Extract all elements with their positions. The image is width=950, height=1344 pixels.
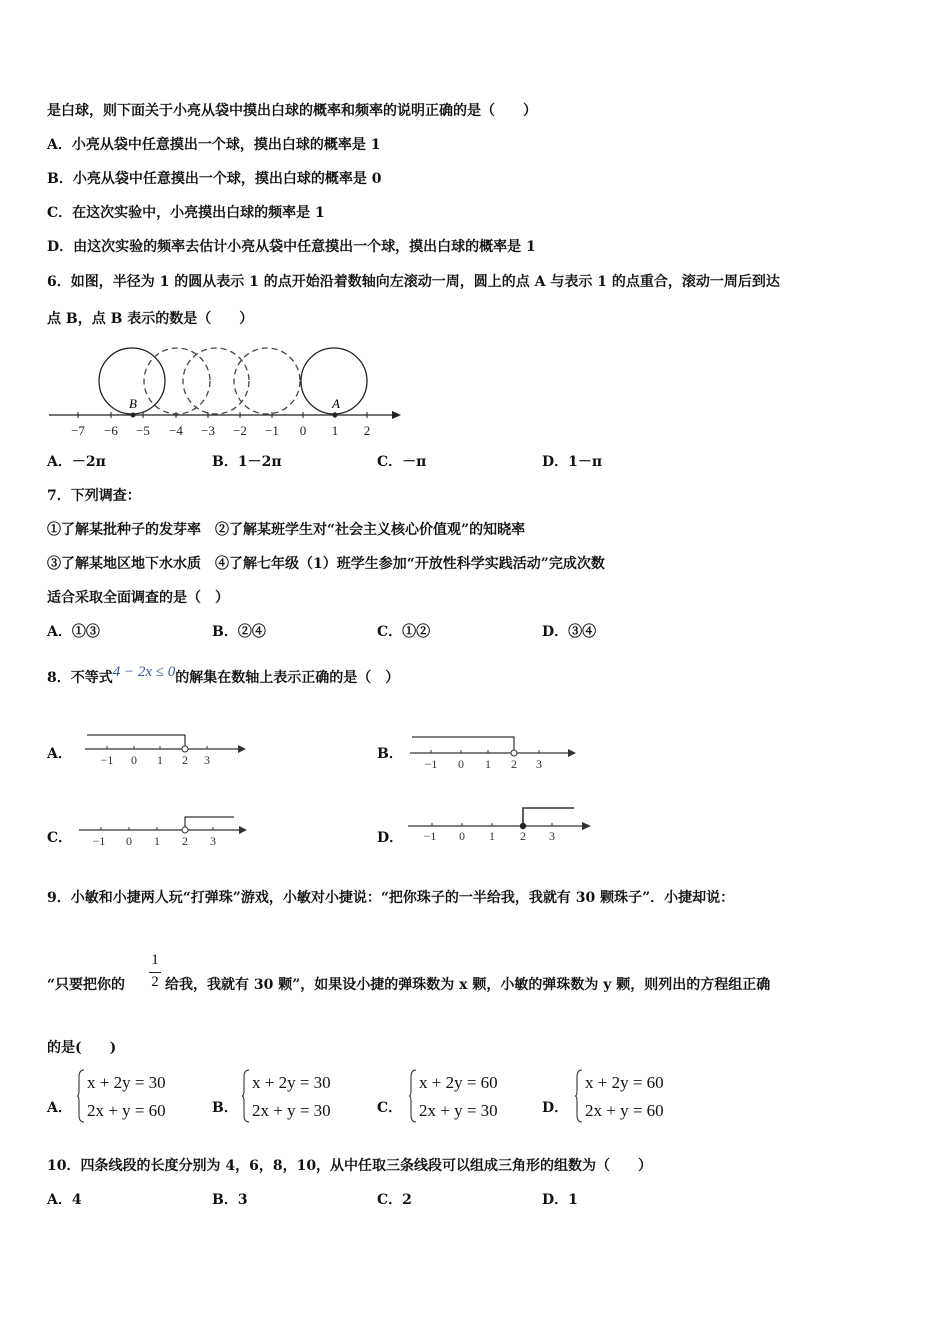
equation: 2x + y = 30 bbox=[419, 1101, 498, 1120]
q7-option-c: C．①② bbox=[377, 624, 431, 640]
tick-label: 0 bbox=[299, 423, 307, 438]
q9-fraction-numerator: 1 bbox=[151, 952, 159, 968]
q7-items-line1: ①了解某批种子的发芽率 ②了解某班学生对“社会主义核心价值观”的知晓率 bbox=[47, 522, 526, 538]
q8-stem-suffix: 的解集在数轴上表示正确的是（ ） bbox=[175, 670, 400, 686]
q7-option-a: A．①③ bbox=[47, 624, 100, 640]
tick-label: −7 bbox=[71, 423, 85, 438]
tick-label: 0 bbox=[459, 829, 465, 843]
q10-option-d: D．1 bbox=[542, 1192, 578, 1208]
q5-stem: 是白球，则下面关于小亮从袋中摸出白球的概率和频率的说明正确的是（ ） bbox=[47, 103, 537, 119]
q8-option-b-number-line bbox=[408, 727, 580, 772]
q9-line1: 9．小敏和小捷两人玩“打弹珠”游戏，小敏对小捷说：“把你珠子的一半给我，我就有 30 颗珠子”．小捷却说： bbox=[47, 890, 735, 906]
tick-label: −1 bbox=[100, 753, 114, 767]
q6-option-d: D．1－π bbox=[542, 454, 603, 470]
q9-line3: 的是( ) bbox=[47, 1040, 117, 1056]
tick-label: 0 bbox=[126, 834, 132, 848]
q8-option-a-number-line bbox=[83, 725, 253, 770]
q5-option-b: B．小亮从袋中任意摸出一个球，摸出白球的概率是 0 bbox=[47, 171, 382, 187]
tick-label: 3 bbox=[536, 757, 542, 771]
q8-option-d-label: D． bbox=[377, 830, 404, 846]
q8-option-c-label: C． bbox=[47, 830, 73, 846]
q10-option-b: B．3 bbox=[212, 1192, 248, 1208]
q9-option-d-label: D． bbox=[542, 1100, 569, 1116]
tick-label: 3 bbox=[549, 829, 555, 843]
equation: x + 2y = 60 bbox=[419, 1073, 498, 1092]
q6-option-b: B．1－2π bbox=[212, 454, 282, 470]
tick-label: −3 bbox=[201, 423, 215, 438]
q10-stem: 10．四条线段的长度分别为 4，6，8，10，从中任取三条线段可以组成三角形的组数为（ ） bbox=[47, 1158, 653, 1174]
q9-option-d-system bbox=[575, 1069, 664, 1125]
equation: 2x + y = 60 bbox=[585, 1101, 664, 1120]
q8-option-b-label: B． bbox=[377, 746, 403, 762]
q9-option-a-label: A． bbox=[47, 1100, 72, 1116]
q7-option-b: B．②④ bbox=[212, 624, 266, 640]
tick-label: 1 bbox=[485, 757, 491, 771]
equation: x + 2y = 30 bbox=[87, 1073, 166, 1092]
q8-stem-prefix: 8．不等式 bbox=[47, 670, 113, 686]
tick-label: 0 bbox=[458, 757, 464, 771]
point-a-label: A bbox=[332, 396, 340, 411]
tick-label: −1 bbox=[424, 757, 438, 771]
q9-fraction-bar bbox=[149, 972, 161, 973]
tick-label: 3 bbox=[210, 834, 216, 848]
q9-fraction-denominator: 2 bbox=[151, 974, 159, 990]
q5-option-c: C．在这次实验中，小亮摸出白球的频率是 1 bbox=[47, 205, 325, 221]
tick-label: 2 bbox=[182, 753, 188, 767]
q9-option-b-system bbox=[242, 1069, 331, 1125]
q7-option-d: D．③④ bbox=[542, 624, 597, 640]
q8-stem bbox=[47, 664, 400, 688]
q9-option-b-label: B． bbox=[212, 1100, 238, 1116]
q8-inequality: 4 − 2x ≤ 0 bbox=[112, 664, 176, 680]
tick-label: −4 bbox=[169, 423, 183, 438]
tick-label: 1 bbox=[157, 753, 163, 767]
q7-items-line2: ③了解某地区地下水水质 ④了解七年级（1）班学生参加“开放性科学实践活动”完成次数 bbox=[47, 556, 605, 572]
q10-option-c: C．2 bbox=[377, 1192, 412, 1208]
equation: 2x + y = 60 bbox=[87, 1101, 166, 1120]
tick-label: 1 bbox=[331, 423, 339, 438]
tick-label: 0 bbox=[131, 753, 137, 767]
equation: x + 2y = 60 bbox=[585, 1073, 664, 1092]
q8-option-c-number-line bbox=[77, 810, 252, 855]
q7-ask: 适合采取全面调查的是（ ） bbox=[47, 590, 229, 606]
tick-label: −2 bbox=[233, 423, 247, 438]
q5-option-d: D．由这次实验的频率去估计小亮从袋中任意摸出一个球，摸出白球的概率是 1 bbox=[47, 239, 536, 255]
tick-label: 2 bbox=[363, 423, 371, 438]
equation: x + 2y = 30 bbox=[252, 1073, 331, 1092]
q5-option-a: A．小亮从袋中任意摸出一个球，摸出白球的概率是 1 bbox=[47, 137, 381, 153]
tick-label: −5 bbox=[136, 423, 150, 438]
q9-option-c-system bbox=[409, 1069, 498, 1125]
tick-label: 2 bbox=[182, 834, 188, 848]
q6-rolling-circle-figure bbox=[45, 343, 405, 443]
q9-line2-prefix: “只要把你的 bbox=[47, 977, 126, 993]
q6-stem-line2: 点 B，点 B 表示的数是（ ） bbox=[47, 311, 254, 327]
q10-option-a: A．4 bbox=[47, 1192, 82, 1208]
q6-option-a: A．－2π bbox=[47, 454, 106, 470]
equation: 2x + y = 30 bbox=[252, 1101, 331, 1120]
q6-stem-line1: 6．如图，半径为 1 的圆从表示 1 的点开始沿着数轴向左滚动一周，圆上的点 A 与表示 1 的点重合，滚动一周后到达 bbox=[47, 274, 780, 290]
tick-label: −6 bbox=[104, 423, 118, 438]
tick-label: 3 bbox=[204, 753, 210, 767]
tick-label: 2 bbox=[520, 829, 526, 843]
q6-option-c: C．－π bbox=[377, 454, 427, 470]
tick-label: 1 bbox=[154, 834, 160, 848]
tick-label: −1 bbox=[423, 829, 437, 843]
q9-option-c-label: C． bbox=[377, 1100, 403, 1116]
tick-label: 2 bbox=[511, 757, 517, 771]
q9-line2-suffix: 给我，我就有 30 颗”，如果设小捷的弹珠数为 x 颗，小敏的弹珠数为 y 颗，则列出的方程组正确 bbox=[165, 977, 771, 993]
q8-option-a-label: A． bbox=[47, 746, 72, 762]
q9-option-a-system bbox=[77, 1069, 166, 1125]
point-b-label: B bbox=[129, 396, 137, 411]
q7-stem: 7．下列调查： bbox=[47, 488, 141, 504]
tick-label: −1 bbox=[265, 423, 279, 438]
tick-label: 1 bbox=[489, 829, 495, 843]
q8-option-d-number-line bbox=[406, 802, 596, 847]
tick-label: −1 bbox=[92, 834, 106, 848]
